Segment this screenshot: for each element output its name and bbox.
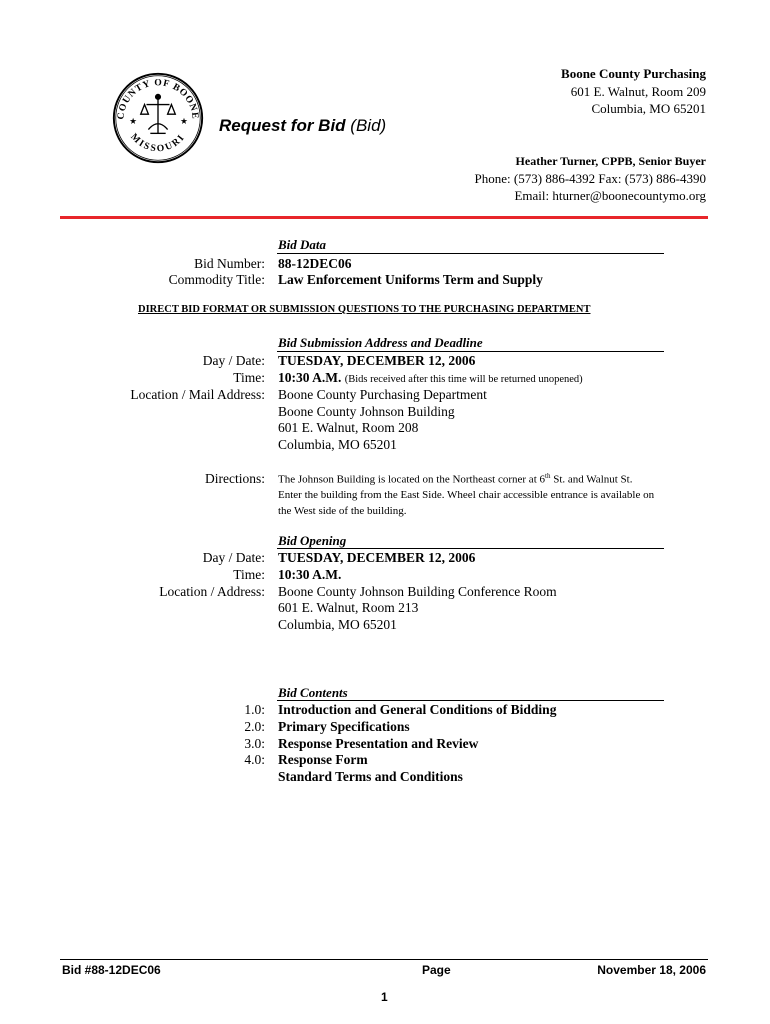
opening-time-label: Time: <box>233 567 265 582</box>
bid-data-heading: Bid Data <box>278 237 327 252</box>
footer-page-number: 1 <box>381 990 388 1004</box>
submission-day-label: Day / Date: <box>202 353 265 368</box>
submission-location-line1: Boone County Purchasing Department <box>278 387 487 402</box>
seal-top-text: COUNTY OF BOONE <box>115 77 201 121</box>
footer-date: November 18, 2006 <box>597 963 706 977</box>
contents-item-title: Response Form <box>278 752 368 767</box>
directions-text-pre: The Johnson Building is located on the Northeast corner at 6 <box>278 473 545 486</box>
submission-heading: Bid Submission Address and Deadline <box>278 335 483 350</box>
submission-location-line4: Columbia, MO 65201 <box>278 437 397 452</box>
opening-time-value: 10:30 A.M. <box>278 567 342 582</box>
buyer-phone-fax: Phone: (573) 886-4392 Fax: (573) 886-4390 <box>474 171 706 186</box>
directions-text <box>278 469 658 519</box>
county-seal-logo <box>110 70 206 166</box>
org-name: Boone County Purchasing <box>561 66 706 81</box>
submission-location-line2: Boone County Johnson Building <box>278 404 455 419</box>
document-title <box>219 116 386 136</box>
directions-label: Directions: <box>205 471 265 486</box>
opening-location-label: Location / Address: <box>159 584 265 599</box>
submission-location-label: Location / Mail Address: <box>130 387 265 402</box>
contents-item-number: 3.0: <box>244 736 265 751</box>
commodity-value: Law Enforcement Uniforms Term and Supply <box>278 272 543 287</box>
submission-time-value: 10:30 A.M. <box>278 370 342 385</box>
footer-page-label: Page <box>422 963 451 977</box>
footer-rule <box>60 959 708 960</box>
opening-location-line2: 601 E. Walnut, Room 213 <box>278 600 419 615</box>
directions-text-post: St. and Walnut St. Enter the building from the East Side. Wheel chair accessible entrance is available on the West side of the building. <box>278 473 655 517</box>
contents-item-number: 4.0: <box>244 752 265 767</box>
directions-text-sup: th <box>545 472 551 480</box>
opening-location-line1: Boone County Johnson Building Conference Room <box>278 584 557 599</box>
seal-star-right-icon: ★ <box>180 116 188 127</box>
buyer-name: Heather Turner, CPPB, Senior Buyer <box>515 154 706 168</box>
org-address-line2: Columbia, MO 65201 <box>591 101 706 116</box>
seal-bottom-text: MISSOURI <box>128 131 188 155</box>
bid-number-value: 88-12DEC06 <box>278 256 352 271</box>
contents-rule <box>277 700 664 701</box>
opening-day-value: TUESDAY, DECEMBER 12, 2006 <box>278 550 476 565</box>
contents-item-title: Standard Terms and Conditions <box>278 769 463 784</box>
contents-heading: Bid Contents <box>278 685 348 700</box>
opening-heading: Bid Opening <box>278 533 347 548</box>
contents-item-title: Introduction and General Conditions of Bidding <box>278 702 557 717</box>
submission-day-value: TUESDAY, DECEMBER 12, 2006 <box>278 353 476 368</box>
submission-time-row <box>278 370 583 386</box>
opening-day-label: Day / Date: <box>202 550 265 565</box>
contents-item-number: 1.0: <box>244 702 265 717</box>
commodity-label: Commodity Title: <box>168 272 265 287</box>
bid-data-rule <box>277 253 664 254</box>
bid-number-label: Bid Number: <box>194 256 265 271</box>
contents-item-title: Primary Specifications <box>278 719 410 734</box>
submission-time-note: (Bids received after this time will be returned unopened) <box>344 374 583 385</box>
direct-questions-notice: DIRECT BID FORMAT OR SUBMISSION QUESTIONS TO THE PURCHASING DEPARTMENT <box>138 304 591 315</box>
contents-item-title: Response Presentation and Review <box>278 736 479 751</box>
submission-location-line3: 601 E. Walnut, Room 208 <box>278 420 419 435</box>
seal-emblem-icon <box>141 94 176 133</box>
title-main: Request for Bid <box>219 116 346 135</box>
buyer-email: Email: hturner@boonecountymo.org <box>514 188 706 203</box>
seal-star-left-icon: ★ <box>129 116 137 127</box>
opening-location-line3: Columbia, MO 65201 <box>278 617 397 632</box>
title-paren: (Bid) <box>350 116 387 135</box>
svg-text:MISSOURI <box>128 131 187 154</box>
header-divider <box>60 216 708 219</box>
org-address-line1: 601 E. Walnut, Room 209 <box>570 84 706 99</box>
submission-rule <box>277 351 664 352</box>
submission-time-label: Time: <box>233 370 265 385</box>
footer-bid-ref: Bid #88-12DEC06 <box>62 963 161 977</box>
opening-rule <box>277 548 664 549</box>
contents-item-number: 2.0: <box>244 719 265 734</box>
